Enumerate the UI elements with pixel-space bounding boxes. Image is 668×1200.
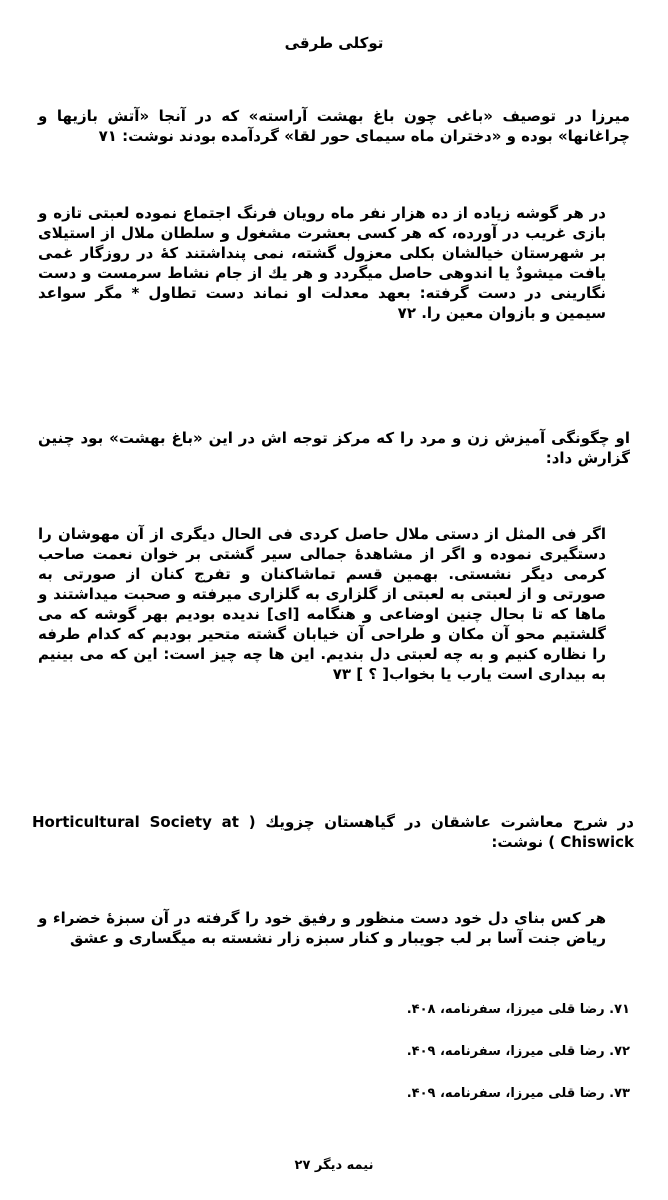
page-footer: نیمه دیگر ۲۷ — [294, 1158, 374, 1173]
running-header: توکلی طرقی — [284, 34, 384, 52]
quote-block-3: هر کس بنای دل خود دست منظور و رفیق خود را گرفته در آن سبزهٔ خضراء و ریاض جنت آسا بر لب جویبار و کنار سبزه زار نشسته به میگساری و عشق — [38, 909, 606, 947]
paragraph-intro: میرزا در توصیف «باغی چون باغ بهشت آراسته» که در آنجا «آتش بازیها و چراغانها» بوده و «دختران ماه سیمای حور لقا» گردآمده بودند نوشت: ۷۱ — [38, 107, 630, 145]
footnote-72: ۷۲. رضا قلی میرزا، سفرنامه، ۴۰۹. — [406, 1044, 630, 1059]
paragraph-transition: او چگونگی آمیزش زن و مرد را که مرکز توجه اش در این «باغ بهشت» بود چنین گزارش داد: — [38, 429, 630, 467]
footnote-71: ۷۱. رضا قلی میرزا، سفرنامه، ۴۰۸. — [406, 1002, 630, 1017]
paragraph-chiswick: در شرح معاشرت عاشقان در گیاهستان چزویك ( Horticultural Society at Chiswick ) نوشت: — [32, 813, 635, 851]
quote-block-1: در هر گوشه زیاده از ده هزار نفر ماه رویان فرنگ اجتماع نموده لعبتی تازه و بازی غریب در آورده، که هر کسی بعشرت مشغول و سلطان ملال از استیلای بر شهرستان خیالشان بکلی معزول گشته، نمی پنداشتند کهٔ در روزگار غمی یافت میشودٌ یا اندوهی حاصل میگردد و هر یك از جام نشاط سرمست و دست نگارینی در دست گرفته: بعهد معدلت او نماند دست تطاول * مگر سواعد سیمین و بازوان معین را. ۷۲ — [38, 204, 606, 322]
quote-block-2: اگر فی المثل از دستی ملال حاصل کردی فی الحال دیگری از آن مهوشان را دستگیری نموده و اگر از مشاهدهٔ جمالی سیر گشتی بر خوان نعمت صاحب کرمی دیگر نشستی. بهمین قسم تماشاکنان و تفرج کنان از صورتی به صورتی و از لعبتی به لعبتی از گلزاری به گلزاری میرفته و صحبت میداشتند و ماها که تا بحال چنین اوضاعی و هنگامه [ای] ندیده بودیم بهر گوشه که می گلشتیم محو آن مکان و طراحی آن خیابان گشته متحیر بودیم که کدام طرفه را نظاره کنیم و به چه لعبتی دل بندیم. این ها چه چیز است: این که می بینیم به بیداری است یارب یا بخواب[ ؟ ] ۷۳ — [38, 525, 606, 683]
footnote-73: ۷۳. رضا قلی میرزا، سفرنامه، ۴۰۹. — [406, 1086, 630, 1101]
